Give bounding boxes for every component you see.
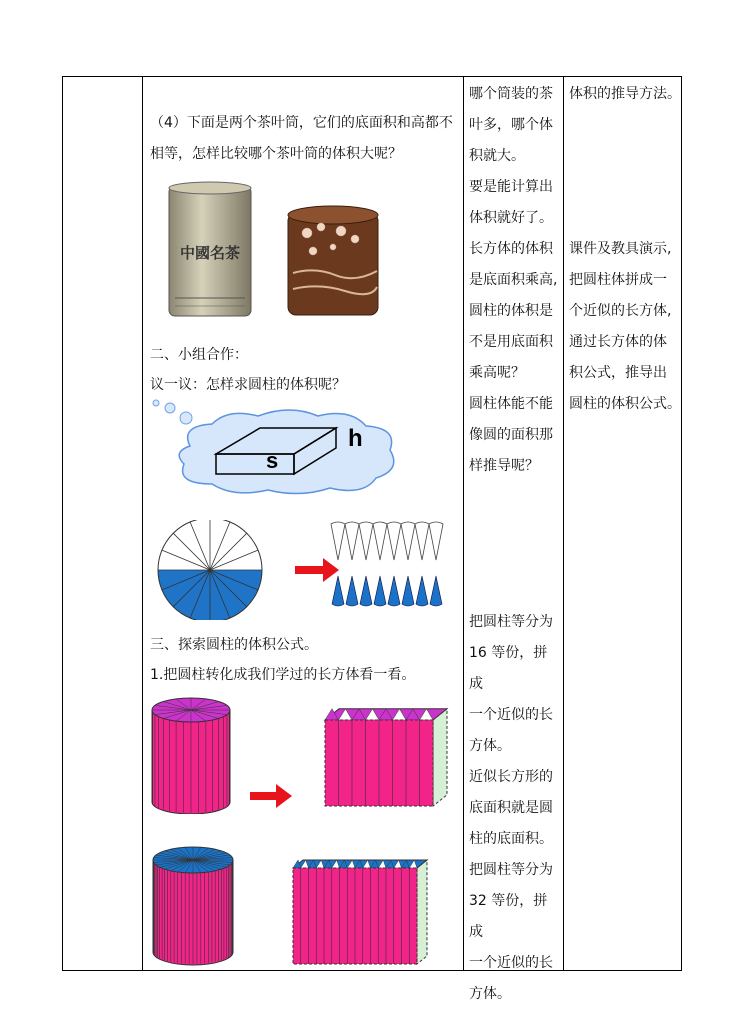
- tea-can-wood-figure: [285, 203, 381, 319]
- discussion-prompt: 议一议：怎样求圆柱的体积呢？: [150, 377, 346, 393]
- table-divider-2: [463, 76, 464, 971]
- student-thought-line: 要是能计算出: [469, 179, 553, 195]
- student-thoughts-a: [469, 79, 561, 482]
- table-border-left: [62, 76, 63, 971]
- question-4-line1: （4）下面是两个茶叶筒，它们的底面积和高都不: [150, 115, 453, 131]
- student-thought-line: 方体。: [469, 738, 511, 754]
- student-thought-line: 体积就好了。: [469, 210, 553, 226]
- student-thought-line: 积就大。: [469, 148, 525, 164]
- table-divider-1: [142, 76, 143, 971]
- student-thought-line: 叶多，哪个体: [469, 117, 553, 133]
- height-label-h: h: [348, 425, 363, 452]
- step-1-text: 1.把圆柱转化成我们学过的长方体看一看。: [150, 667, 416, 683]
- design-intent-line: 圆柱的体积公式。: [569, 396, 681, 412]
- student-thought-line: 样推导呢？: [469, 458, 539, 474]
- table-border-top: [62, 76, 682, 77]
- student-thought-line: 像圆的面积那: [469, 427, 553, 443]
- cylinder-to-cuboid-16-figure: [150, 696, 450, 814]
- student-thought-line: 长方体的体积: [469, 241, 553, 257]
- design-intent-line: 积公式，推导出: [569, 365, 667, 381]
- student-thought-line: 底面积就是圆: [469, 800, 553, 816]
- table-divider-3: [563, 76, 564, 971]
- student-thought-line: 把圆柱等分为: [469, 614, 553, 630]
- student-thought-line: 方体。: [469, 986, 511, 1002]
- student-thought-line: 乘高呢？: [469, 365, 525, 381]
- design-intent-line: 个近似的长方体,: [569, 303, 672, 319]
- tea-can-silver-figure: [165, 180, 255, 322]
- design-intent-line: 通过长方体的体: [569, 334, 667, 350]
- student-thought-line: 不是用底面积: [469, 334, 553, 350]
- student-thought-line: 哪个筒装的茶: [469, 86, 553, 102]
- cylinder-to-cuboid-32-figure: [150, 846, 450, 968]
- table-border-bottom: [62, 970, 682, 971]
- design-intent-line: 把圆柱体拼成一: [569, 272, 667, 288]
- student-thought-line: 是底面积乘高,: [469, 272, 558, 288]
- design-intent-b: [569, 234, 681, 420]
- section-3-title: 三、探索圆柱的体积公式。: [150, 637, 318, 653]
- table-border-right: [681, 76, 682, 971]
- student-thought-line: 一个近似的长: [469, 707, 553, 723]
- tea-can-label: 中國名茶: [179, 244, 241, 262]
- student-thoughts-b: [469, 607, 561, 1010]
- student-thought-line: 把圆柱等分为: [469, 862, 553, 878]
- circle-sectors-figure: [155, 520, 450, 620]
- student-thought-line: 柱的底面积。: [469, 831, 553, 847]
- student-thought-line: 16 等份，拼成: [469, 645, 548, 692]
- base-area-label-s: s: [266, 448, 279, 473]
- student-thought-line: 圆柱的体积是: [469, 303, 553, 319]
- student-thought-line: 32 等份，拼成: [469, 893, 548, 940]
- thought-cloud-cuboid-figure: [150, 398, 400, 498]
- question-4-line2: 相等，怎样比较哪个茶叶筒的体积大呢？: [150, 146, 402, 162]
- section-2-title: 二、小组合作：: [150, 347, 248, 363]
- student-thought-line: 圆柱体能不能: [469, 396, 553, 412]
- design-intent-line: 课件及教具演示,: [569, 241, 672, 257]
- student-thought-line: 一个近似的长: [469, 955, 553, 971]
- design-intent-a: 体积的推导方法。: [569, 86, 681, 102]
- student-thought-line: 近似长方形的: [469, 769, 553, 785]
